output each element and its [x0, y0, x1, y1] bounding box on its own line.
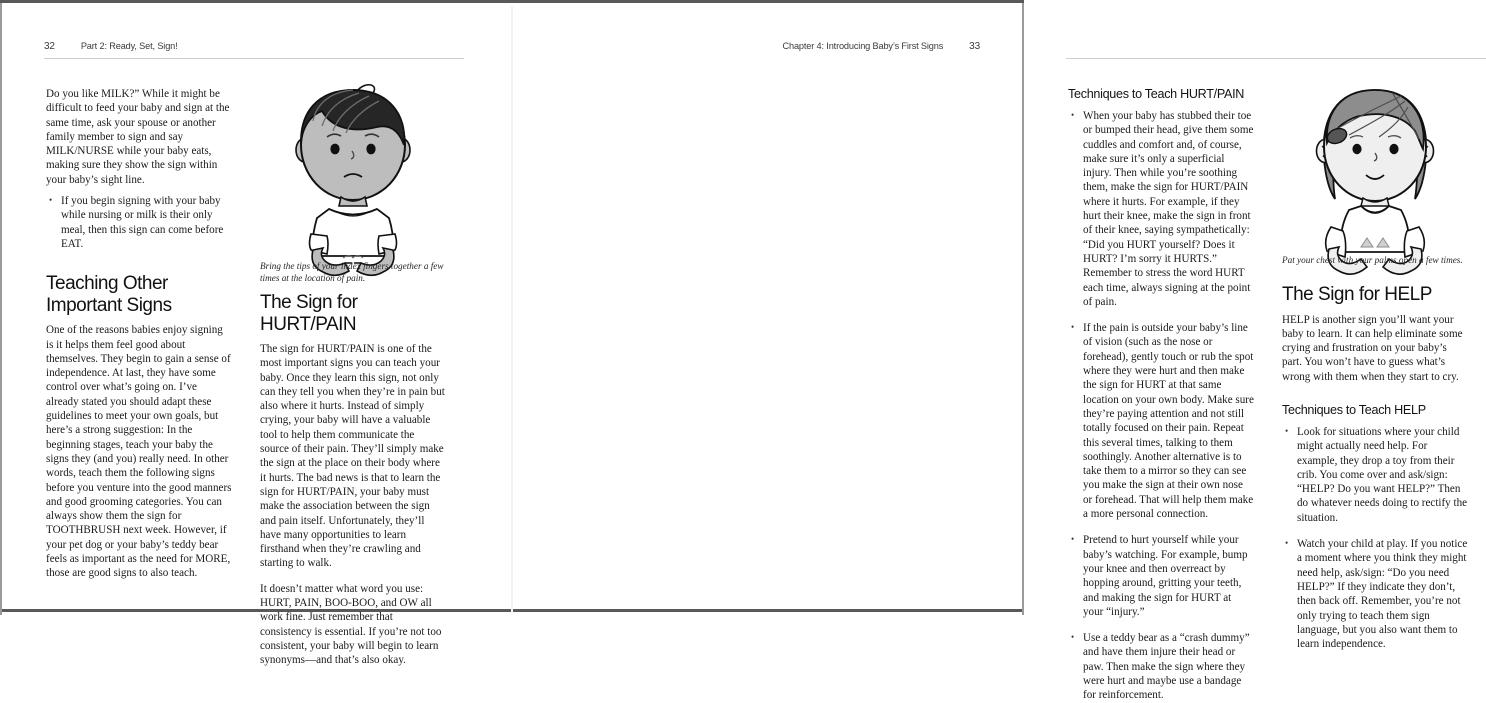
- heading-the-sign-for-help: The Sign for HELP: [1282, 284, 1432, 305]
- hurt-pain-techniques-list: [1068, 109, 1254, 703]
- bullet-icon: •: [49, 195, 53, 206]
- girl-illustration-caption-wrap: [1282, 255, 1468, 267]
- bullet-icon: •: [1071, 110, 1075, 120]
- list-item: [1068, 533, 1254, 619]
- figure-caption: Bring the tips of your index fingers together a few times at the location of pain.: [260, 261, 444, 283]
- right-page-column-2: [1282, 284, 1468, 651]
- bullet-icon: •: [1285, 538, 1289, 549]
- help-techniques-list: [1282, 425, 1468, 651]
- list-item-text: Pretend to hurt yourself while your baby’s watching. For example, bump your knee and then overreact by hopping around, gritting your teeth, and making the sign for HURT at your “injury.”: [1083, 534, 1248, 618]
- girl-help-illustration: [1282, 87, 1468, 249]
- list-item: [1068, 631, 1254, 702]
- left-column1-bullet-list: [46, 194, 232, 251]
- running-head-left: [44, 41, 178, 52]
- right-page-column-1: [1068, 87, 1254, 703]
- running-head-left-title: Part 2: Ready, Set, Sign!: [80, 41, 178, 51]
- continued-paragraph: Do you like MILK?” While it might be difficult to feed your baby and sign at the same time, ask your spouse or another family member to sign and say MILK/NURSE while your baby eats, making sure they show the sign within your baby’s sight line.: [46, 88, 230, 186]
- list-item: [46, 194, 232, 251]
- bullet-icon: •: [1285, 425, 1289, 436]
- bullet-icon: •: [1071, 322, 1075, 333]
- header-rule-right: [1066, 58, 1486, 59]
- left-page-column-1: [46, 87, 232, 581]
- list-item-text: Watch your child at play. If you notice a moment where you think they might need help, ask/sign: “Do you need HELP?” If they indicate they don’t, then back off. Remember, you’re not only trying to teach them sign language, but you also want them to learn independence.: [1297, 538, 1468, 651]
- boy-hurt-pain-illustration: [260, 87, 446, 259]
- list-item: [1068, 109, 1254, 309]
- bullet-icon: •: [1071, 632, 1075, 643]
- list-item: [1282, 425, 1468, 525]
- hurt-pain-paragraph-2: It doesn’t matter what word you use: HURT, PAIN, BOO-BOO, and OW all work fine. Just remember that consistency is essential. If you’re not too consistent, your baby will begin to learn synonyms—and that’s also okay.: [260, 582, 442, 667]
- header-rule-left: [44, 58, 464, 59]
- bullet-icon: •: [1071, 534, 1075, 545]
- list-item-text: When your baby has stubbed their toe or bumped their head, give them some cuddles and comfort and, of course, make sure it’s only a superficial injury. Then while you’re soothing them, make the sign for HURT/PAIN where it hurts. For example, if they hurt their knee, make the sign in front of their knee, saying sympathetically: “Did you HURT yourself? Does it HURT? I’m sorry it HURTS.” Remember to stress the word HURT each time, always signing at the point of pain.: [1083, 110, 1254, 308]
- boy-illustration-caption-wrap: [260, 261, 446, 284]
- list-item: [1282, 537, 1468, 651]
- left-column1-paragraph: One of the reasons babies enjoy signing is it helps them feel good about themselves. They begin to gain a sense of independence. At last, they have some control over what’s going on. I’ve already stated you should adapt these guidelines to meet your own goals, but here’s a strong suggestion: In the beginning stages, teach your baby the signs they (and you) really need. In other words, teach them the following signs before you venture into the good manners and good grooming categories. You can always show them the sign for TOOTHBRUSH next week. However, if your pet dog or your baby’s teddy bear feels as important as the need for MORE, those are good signs to also teach.: [46, 324, 232, 580]
- heading-techniques-to-teach-help: Techniques to Teach HELP: [1282, 402, 1426, 417]
- page-number-left: 32: [44, 41, 55, 52]
- running-head-right-title: Chapter 4: Introducing Baby’s First Signs: [782, 41, 944, 51]
- help-paragraph: HELP is another sign you’ll want your baby to learn. It can help eliminate some crying and frustration on your baby’s part. You won’t have to guess what’s wrong with them when they start to cry.: [1282, 313, 1463, 383]
- list-item-text: If the pain is outside your baby’s line of vision (such as the nose or forehead), gently touch or rub the spot where they were hurt and then make the sign for HURT at that same location on your own body. Make sure they’re paying attention and not still totally focused on their pain. Repeat this several times, talking to them soothingly. Another alternative is to take them to a mirror so they can see you make the sign at their own nose or forehead. That will help them make a more personal connection.: [1083, 322, 1254, 521]
- heading-the-sign-for-hurt-pain: The Sign for HURT/PAIN: [260, 292, 358, 335]
- page-right: [512, 3, 1468, 702]
- hurt-pain-paragraph-1: The sign for HURT/PAIN is one of the most important signs you can teach your baby. Once they learn this sign, not only can they tell you when they’re in pain but also where it hurts. Instead of simply crying, your baby will have a valuable tool to help them communicate the source of their pain. They’ll simply make the sign at the place on their body where it hurts. The bad news is that to learn the sign for HURT/PAIN, your baby must make the association between the sign and pain itself. Unfortunately, they’ll have many opportunities to learn firsthand when they’re crawling and starting to walk.: [260, 343, 445, 570]
- running-head-right: [783, 41, 981, 52]
- page-left: [0, 3, 512, 667]
- list-item: [1068, 321, 1254, 521]
- heading-techniques-to-teach-hurt-pain: Techniques to Teach HURT/PAIN: [1068, 87, 1245, 101]
- list-item-text: If you begin signing with your baby while nursing or milk is their only meal, then this sign can come before EAT.: [61, 195, 224, 250]
- page-number-right: 33: [969, 41, 980, 52]
- list-item-text: Look for situations where your child might actually need help. For example, they drop a toy from their crib. You come over and ask/sign: “HELP? Do you want HELP?” Then do whatever needs doing to rectify the situation.: [1297, 425, 1468, 524]
- figure-caption: Pat your chest with your palms open a few times.: [1282, 255, 1463, 265]
- heading-teaching-other-important-signs: Teaching Other Important Signs: [46, 273, 172, 316]
- left-page-column-2: [260, 292, 446, 668]
- list-item-text: Use a teddy bear as a “crash dummy” and have them injure their head or paw. Then make the sign where they were hurt and maybe use a bandage for reinforcement.: [1083, 632, 1250, 702]
